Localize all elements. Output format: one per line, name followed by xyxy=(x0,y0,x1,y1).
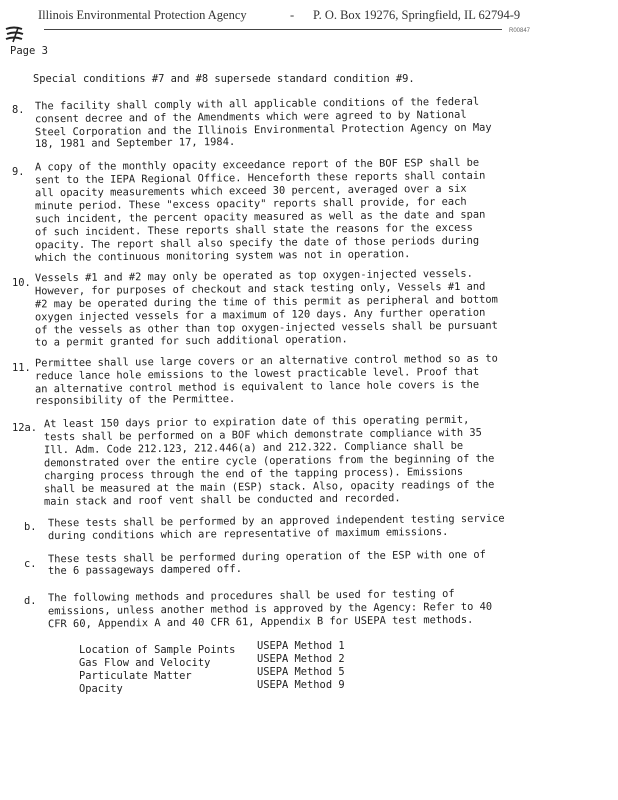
condition-line: opacity. The report shall also specify the date of those periods during xyxy=(34,234,480,252)
method-name: USEPA Method 2 xyxy=(257,653,345,665)
condition-line: These tests shall be performed by an approved independent testing service xyxy=(47,512,505,530)
method-item: Particulate Matter xyxy=(79,670,192,682)
condition-number: c. xyxy=(24,558,37,570)
condition-line: responsibility of the Permittee. xyxy=(34,392,236,408)
agency-logo-icon xyxy=(4,26,26,44)
condition-line: demonstrated over the entire cycle (operations from the beginning of the xyxy=(43,452,495,470)
condition-line: CFR 60, Appendix A and 40 CFR 61, Appendix B for USEPA test methods. xyxy=(47,613,474,631)
method-item: Gas Flow and Velocity xyxy=(79,657,211,669)
condition-line: minute period. These "excess opacity" reports shall provide, for each xyxy=(34,195,467,213)
condition-line: Permittee shall use large covers or an alternative control method so as to xyxy=(34,352,498,370)
condition-number: b. xyxy=(24,521,37,533)
method-item: Opacity xyxy=(79,683,123,695)
condition-number: 12a. xyxy=(12,422,38,434)
condition-line: tests shall be performed on a BOF which demonstrate compliance with 35 xyxy=(43,426,482,444)
condition-line: 18, 1981 and September 17, 1984. xyxy=(34,135,236,151)
page-number: Page 3 xyxy=(10,45,48,57)
method-name: USEPA Method 5 xyxy=(257,666,345,678)
condition-number: d. xyxy=(24,595,37,607)
condition-line: such incident, the percent opacity measured as well as the date and span xyxy=(34,208,486,226)
method-name: USEPA Method 1 xyxy=(257,640,345,652)
condition-line: The facility shall comply with all applicable conditions of the federal xyxy=(34,95,480,113)
condition-line: consent decree and of the Amendments which were agreed to by National xyxy=(34,108,467,126)
condition-line: the 6 passageways dampered off. xyxy=(47,562,242,578)
document-code: R00847 xyxy=(509,28,531,34)
condition-line: emissions, unless another method is approved by the Agency: Refer to 40 xyxy=(47,600,493,618)
condition-line: charging process through the end of the tapping process). Emissions xyxy=(43,465,464,483)
condition-line: during conditions which are representative of maximum emissions. xyxy=(47,525,449,543)
condition-number: 8. xyxy=(12,104,25,116)
condition-line: of such incident. These reports shall state the reasons for the excess xyxy=(34,221,473,239)
condition-line: all opacity measurements which exceed 30 percent, averaged over a six xyxy=(34,182,467,200)
condition-line: A copy of the monthly opacity exceedance report of the BOF ESP shall be xyxy=(34,156,480,174)
condition-line: Vessels #1 and #2 may only be operated as top oxygen-injected vessels. xyxy=(34,267,473,285)
condition-line: sent to the IEPA Regional Office. Henceforth these reports shall contain xyxy=(34,169,486,187)
agency-address: P. O. Box 19276, Springfield, IL 62794-9 xyxy=(313,8,521,22)
intro-text: Special conditions #7 and #8 supersede standard condition #9. xyxy=(33,73,415,85)
condition-line: These tests shall be performed during operation of the ESP with one of xyxy=(47,548,486,566)
condition-line: At least 150 days prior to expiration date of this operating permit, xyxy=(43,413,470,431)
condition-line: which the continuous monitoring system was not in operation. xyxy=(34,248,411,264)
condition-line: to a permit granted for such additional operation. xyxy=(34,333,348,349)
condition-number: 9. xyxy=(12,166,25,178)
condition-line: The following methods and procedures shall be used for testing of xyxy=(47,587,455,605)
condition-line: #2 may be operated during the time of this permit as peripheral and bottom xyxy=(34,293,498,311)
condition-line: Ill. Adm. Code 212.123, 212.446(a) and 212.322. Compliance shall be xyxy=(43,439,464,457)
condition-line: reduce lance hole emissions to the lowest practicable level. Proof that xyxy=(34,365,480,383)
method-item: Location of Sample Points xyxy=(79,644,236,656)
condition-number: 11. xyxy=(12,362,31,374)
condition-line: However, for purposes of checkout and stack testing only, Vessels #1 and xyxy=(34,280,486,298)
condition-line: shall be measured at the main (ESP) stack. Also, opacity readings of the xyxy=(43,478,495,496)
condition-line: of the vessels as other than top oxygen-injected vessels shall be pursuant xyxy=(34,319,498,337)
header-rule xyxy=(44,29,502,30)
condition-number: 10. xyxy=(12,277,31,289)
condition-line: an alternative control method is equivalent to lance hole covers is the xyxy=(34,378,480,396)
condition-line: Steel Corporation and the Illinois Environmental Protection Agency on May xyxy=(34,121,492,139)
method-name: USEPA Method 9 xyxy=(257,679,345,691)
condition-line: oxygen injected vessels for a maximum of 120 days. Any further operation xyxy=(34,306,486,324)
condition-line: main stack and roof vent shall be conducted and recorded. xyxy=(43,492,401,508)
header-separator: - xyxy=(290,8,295,22)
agency-name: Illinois Environmental Protection Agency xyxy=(38,8,247,22)
